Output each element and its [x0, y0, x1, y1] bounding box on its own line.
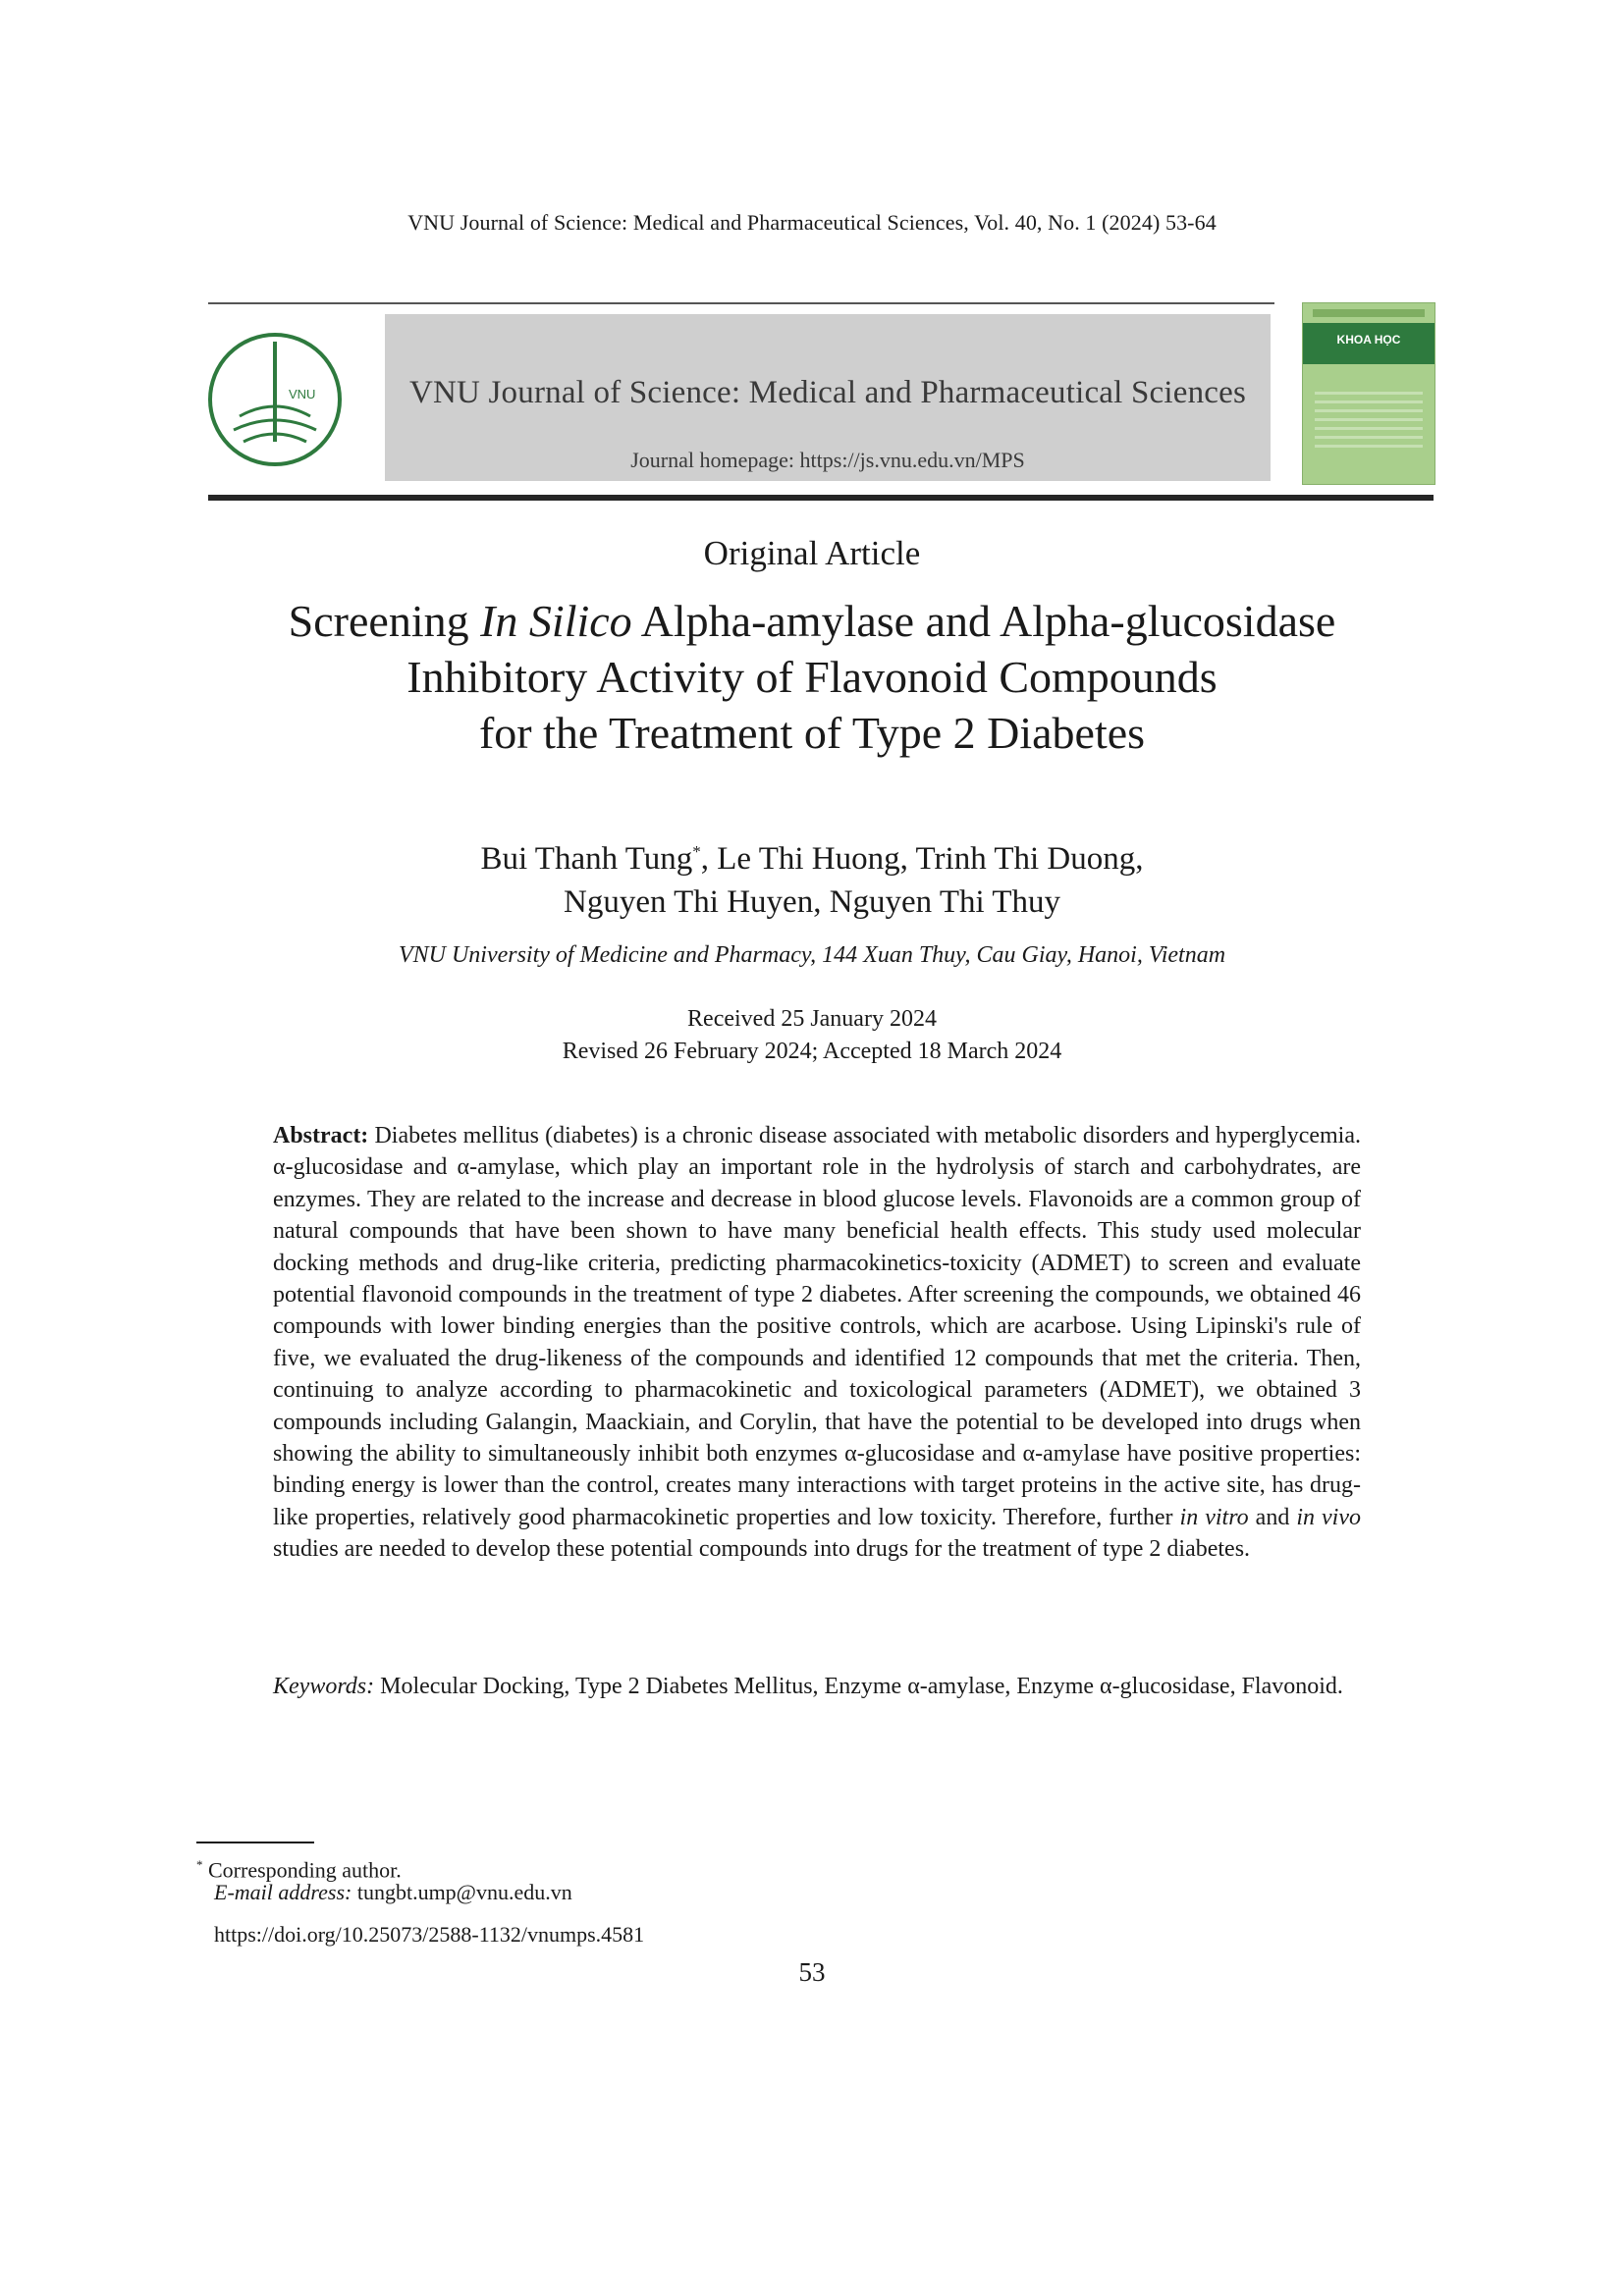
article-dates — [0, 1003, 1624, 1068]
title-line-3: for the Treatment of Type 2 Diabetes — [478, 708, 1146, 758]
affiliation: VNU University of Medicine and Pharmacy, 144 Xuan Thuy, Cau Giay, Hanoi, Vietnam — [398, 942, 1226, 968]
article-title — [0, 593, 1624, 761]
title-line-1: Screening In Silico Alpha-amylase and Alpha-glucosidase — [288, 596, 1336, 646]
footnote-rule — [196, 1842, 314, 1843]
authors — [0, 830, 1624, 924]
keywords-label: Keywords: — [273, 1674, 375, 1699]
running-head: VNU Journal of Science: Medical and Pharmaceutical Sciences, Vol. 40, No. 1 (2024) 53-64 — [407, 210, 1217, 235]
email-address: E-mail address: tungbt.ump@vnu.edu.vn — [214, 1880, 572, 1904]
abstract-label: Abstract: — [273, 1123, 369, 1148]
article-type: Original Article — [703, 534, 921, 572]
logo-text: VNU — [289, 387, 316, 401]
email-link[interactable]: tungbt.ump@vnu.edu.vn — [352, 1880, 572, 1904]
abstract: Abstract: Diabetes mellitus (diabetes) is a chronic disease associated with metabolic disorders and hyperglycemia. α-glucosidase and α-amylase, which play an important role in the hydrolysis of starch and carbohydrates, are enzymes. They are related to the increase and decrease in blood glucose levels. Flavonoids are a common group of natural compounds that have been shown to have many beneficial health effects. This study used molecular docking methods and drug-like criteria, predicting pharmacokinetics-toxicity (ADMET) to screen and evaluate potential flavonoid compounds in the treatment of type 2 diabetes. After screening the compounds, we obtained 46 compounds with lower binding energies than the positive controls, which are acarbose. Using Lipinski's rule of five, we evaluated the drug-likeness of the compounds and identified 12 compounds that met the criteria. Then, continuing to analyze according to pharmacokinetic and toxicological parameters (ADMET), we obtained 3 compounds including Galangin, Maackiain, and Corylin, that have the potential to be developed into drugs when showing the ability to simultaneously inhibit both enzymes α-glucosidase and α-amylase have positive properties: binding energy is lower than the control, creates many interactions with target proteins in the active site, has drug-like properties, relatively good pharmacokinetic properties and low toxicity. Therefore, further in vitro and in vivo studies are needed to develop these potential compounds into drugs for the treatment of type 2 diabetes. — [273, 1123, 1362, 1563]
cover-title: KHOA HỌC — [1336, 333, 1401, 347]
keywords: Keywords: Molecular Docking, Type 2 Diabetes Mellitus, Enzyme α-amylase, Enzyme α-glucosidase, Flavonoid. — [273, 1674, 1343, 1699]
banner-bottom-rule — [208, 495, 1434, 501]
banner-homepage: Journal homepage: https://js.vnu.edu.vn/MPS — [630, 448, 1025, 472]
banner-journal-title: VNU Journal of Science: Medical and Pharmaceutical Sciences — [408, 375, 1247, 410]
page-number: 53 — [798, 1957, 826, 1987]
journal-cover-thumbnail — [1302, 302, 1435, 485]
banner-top-rule — [208, 302, 1274, 304]
revised-accepted-dates: Revised 26 February 2024; Accepted 18 March 2024 — [562, 1039, 1062, 1064]
vnu-logo-icon — [204, 328, 346, 471]
corresponding-author-note: * Corresponding author. — [196, 1857, 402, 1883]
title-line-2: Inhibitory Activity of Flavonoid Compounds — [406, 652, 1218, 702]
authors-line-2: Nguyen Thi Huyen, Nguyen Thi Thuy — [564, 884, 1060, 920]
authors-line-1: Bui Thanh Tung*, Le Thi Huong, Trinh Thi Duong, — [480, 841, 1144, 877]
doi-link[interactable]: https://doi.org/10.25073/2588-1132/vnumps.4581 — [214, 1922, 645, 1947]
received-date: Received 25 January 2024 — [687, 1006, 937, 1032]
